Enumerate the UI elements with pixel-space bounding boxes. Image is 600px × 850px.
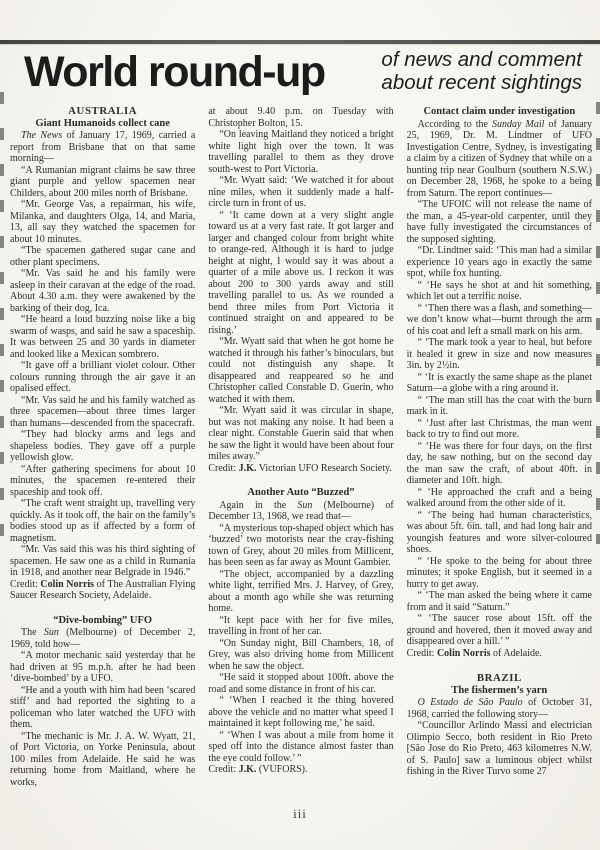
page-header xyxy=(24,46,582,94)
paragraph: “It kept pace with her for five miles, travelling in front of her car. xyxy=(208,614,394,637)
paragraph-continuation: at about 9.40 p.m. on Tuesday with Christopher Bolton, 15. xyxy=(208,106,394,129)
credit-line: Credit: Colin Norris of The Australian Flying Saucer Research Society, Adelaide. xyxy=(10,578,196,601)
paragraph: “He and a youth with him had been ‘scared stiff’ and had reported the sighting to a policeman who later watched the UFO with them. xyxy=(10,684,196,730)
paragraph: “After gathering specimens for about 10 minutes, the spacemen re-entered their spaceship and took off. xyxy=(10,463,196,498)
subtitle-line-1: of news and comment xyxy=(381,48,582,71)
paragraph: “ ‘Just after last Christmas, the man went back to try to find out more. xyxy=(406,417,592,440)
paragraph: “Mr. Vas said this was his third sighting of spacemen. He saw one as a child in Rumania in 1918, and another near Belgrade in 1946.” xyxy=(10,544,196,578)
paragraph: “He said it stopped about 100ft. above the road and some distance in front of his car. xyxy=(208,672,394,695)
paragraph: “ ‘The being had human characteristics, was about 5ft. 6in. tall, and had long hair and youngish features and wore silver-coloured shoes. xyxy=(406,509,592,555)
paragraph: “On Sunday night, Bill Chambers, 18, of Grey, was also driving home from Millicent when he saw the object. xyxy=(208,637,394,672)
paragraph: “It gave off a brilliant violet colour. Other colours running through the air gave it an opalised effect. xyxy=(10,360,196,394)
paragraph: “A motor mechanic said yesterday that he had driven at 95 m.p.h. after he had been ‘dive-bombed’ by a UFO. xyxy=(10,650,196,684)
paragraph: “ ‘Then there was a flash, and something—we don’t know what—burnt through the arm of his coat and left a small mark on his arm. xyxy=(406,302,592,337)
paragraph: “ ‘He was there for four days, on the first day, he saw nothing, but on the second day the man saw the craft, of about 40ft. in diameter and 10ft. high. xyxy=(406,440,592,486)
section-heading: The fishermen’s yarn xyxy=(451,684,548,696)
paragraph: “ ‘He approached the craft and a being walked around from the other side of it. xyxy=(406,486,592,509)
page-footer xyxy=(0,806,600,822)
credit-line: Credit: J.K. (VUFORS). xyxy=(208,764,308,775)
section-heading: Giant Humanoids collect cane xyxy=(35,117,170,129)
paragraph: “The spacemen gathered sugar cane and other plant specimens. xyxy=(10,245,196,268)
paragraph: “ ‘When I was about a mile from home it sped off into the distance almost faster than the eye could follow.’ ” xyxy=(208,729,394,764)
section-heading: Another Auto “Buzzed” xyxy=(247,487,355,498)
paragraph: “Mr. Vas said he and his family watched as three spacemen—about three times larger than humans—descended from the spacecraft. xyxy=(10,394,196,429)
paragraph: “ ‘He spoke to the being for about three minutes; it spoke English, but it seemed in a hurry to get away. xyxy=(406,555,592,590)
paragraph: “Mr. Wyatt said it was circular in shape, but was not making any noise. It had been a clear night. Constable Guerin said that when he saw the light it would have been about four miles away.” xyxy=(208,405,394,462)
article-columns xyxy=(10,106,592,788)
page-number: iii xyxy=(293,806,307,821)
scan-marks-left xyxy=(0,92,4,544)
paragraph: The Sun (Melbourne) of December 2, 1969, told how— xyxy=(10,627,196,650)
country-heading: AUSTRALIA xyxy=(68,105,138,117)
paragraph: “ ‘It came down at a very slight angle toward us at a very fast rate. It got larger and larger and changed colour from bright white to orange-red. Although it is hard to judge height at night, I would say it was about a quarter of a mile above us. I reckon it was about 200 to 300 yards away and still travelling parallel to us. As we rounded a bend three miles from Port Victoria it continued straight on and appeared to be rising.’ xyxy=(208,209,394,336)
paragraph: “On leaving Maitland they noticed a bright white light high over the town. It was travelling parallel to them as they drove south-west to Port Victoria. xyxy=(208,129,394,175)
paragraph: “ ‘It is exactly the same shape as the planet Saturn—a globe with a ring around it. xyxy=(406,371,592,394)
paragraph: “ ‘When I reached it the thing hovered above the vehicle and no matter what speed I maintained it kept following me,’ he said. xyxy=(208,695,394,729)
country-heading: BRAZIL xyxy=(476,672,522,684)
subtitle-line-2: about recent sightings xyxy=(381,71,582,94)
paragraph: “ ‘The man still has the coat with the burn mark in it. xyxy=(406,394,592,417)
page-subtitle xyxy=(381,46,582,94)
paragraph: “They had blocky arms and legs and shapeless bodies. They gave off a purple yellowish glow. xyxy=(10,429,196,463)
section-heading: Contact claim under investigation xyxy=(423,106,576,117)
paragraph: The News of January 17, 1969, carried a report from Brisbane that on that same morning— xyxy=(10,130,196,164)
paragraph: “ ‘He says he shot at and hit something, which let out a terrific noise. xyxy=(406,279,592,302)
paragraph: “He heard a loud buzzing noise like a big swarm of wasps, and said he saw a spaceship. It was between 25 and 30 yards in diameter and looked like a Mexican sombrero. xyxy=(10,314,196,360)
column-3 xyxy=(407,106,592,788)
paragraph: “The UFOIC will not release the name of the man, a 45-year-old carpenter, until they have fully investigated the circumstances of the supposed sighting. xyxy=(406,199,592,245)
paragraph: “A Rumanian migrant claims he saw three giant purple and yellow spacemen near Childers, about 200 miles north of Brisbane. xyxy=(10,164,196,199)
paragraph: “Mr. Vas said he and his family were asleep in their caravan at the edge of the road. About 4.30 a.m. they were awakened by the barking of their dog, Ica. xyxy=(10,268,196,314)
page-title: World round-up xyxy=(24,48,325,96)
paragraph: “ ‘The saucer rose about 15ft. off the ground and hovered, then it moved away and disappeared over a hill.’ ” xyxy=(406,613,592,647)
paragraph: O Estado de São Paulo of October 31, 1968, carried the following story— xyxy=(406,697,592,720)
paragraph: “The object, accompanied by a dazzling white light, terrified Mrs. J. Harvey, of Grey, about a month ago while she was returning home. xyxy=(208,568,394,614)
paragraph: “Councillor Arlindo Massi and electrician Olimpio Secco, both resident in Rio Preto [São Jose do Rio Preto, 463 kilometres N.W. of S. Paulo] saw a luminous object whilst fishing in the River Turvo some 27 xyxy=(406,720,592,777)
paragraph: “Dr. Lindtner said: ‘This man had a similar experience 10 years ago in exactly the same spot, while fox hunting. xyxy=(406,245,592,279)
section-heading: “Dive-bombing” UFO xyxy=(53,614,153,626)
paragraph: “ ‘The mark took a year to heal, but before it healed it grew in size and now measures 3in. by 2½in. xyxy=(406,337,592,371)
paragraph: “Mr. Wyatt said: ‘We watched it for about nine miles, when it suddenly made a half-circle turn in front of us. xyxy=(208,175,394,209)
paragraph: “Mr. George Vas, a repairman, his wife, Milanka, and daughters Olga, 14, and Maria, 13, all say they watched the spacemen for about 10 minutes. xyxy=(10,199,196,245)
credit-line: Credit: Colin Norris of Adelaide. xyxy=(406,647,542,659)
scan-marks-right xyxy=(596,102,600,544)
header-rule xyxy=(0,40,600,44)
paragraph: “A mysterious top-shaped object which has ‘buzzed’ two motorists near the cray-fishing town of Grey, about 20 miles from Millicent, has been seen as far away as Mount Gambier. xyxy=(208,522,394,568)
paragraph: “ ‘The man asked the being where it came from and it said “Saturn.” xyxy=(406,590,592,613)
paragraph: “The craft went straight up, travelling very quickly. As it took off, the hair on the family’s bodies stood up as if affected by a form of magnetism. xyxy=(10,498,196,544)
paragraph: “Mr. Wyatt said that when he got home he watched it through his father’s binoculars, but could not distinguish any shape. It disappeared and reappeared so he and Christopher called Constable D. Guerin, who watched it with them. xyxy=(208,336,394,405)
paragraph: Again in the Sun (Melbourne) of December 13, 1968, we read that— xyxy=(208,499,394,522)
column-1 xyxy=(10,106,195,788)
paragraph: “The mechanic is Mr. J. A. W. Wyatt, 21, of Port Victoria, on Yorke Peninsula, about 100 miles from Adelaide. He said he was returning home from Maitland, where he works, xyxy=(10,730,196,788)
paragraph: According to the Sunday Mail of January 25, 1969, Dr. M. Lindtner of UFO Investigation Centre, Sydney, is investigating a claim by a citizen of Sydney that while on a hunting trip near Goulburn (southern N.S.W.) on December 28, 1968, he spoke to a being from Saturn. The report continues— xyxy=(406,118,592,199)
credit-line: Credit: J.K. Victorian UFO Research Society. xyxy=(208,462,392,474)
column-2 xyxy=(208,106,393,788)
